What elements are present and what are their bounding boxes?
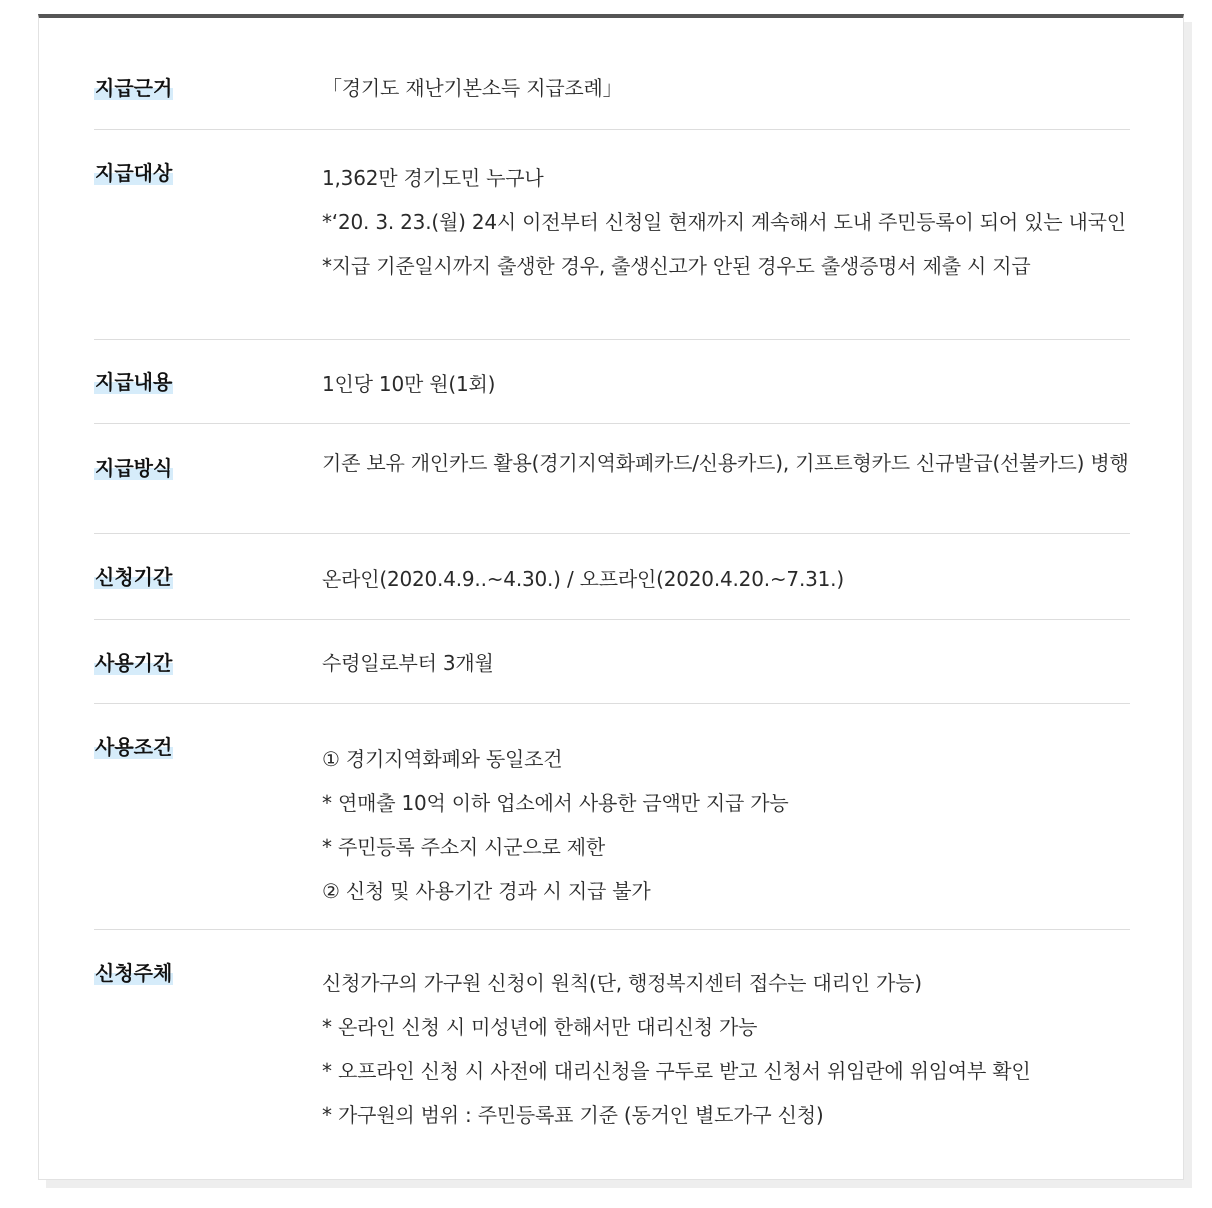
row-content: [322, 562, 1130, 596]
row-content: [322, 742, 1130, 908]
content-line: * 연매출 10억 이하 업소에서 사용한 금액만 지급 가능: [322, 791, 789, 815]
row-label: 사용조건: [95, 735, 173, 759]
content-line: * 주민등록 주소지 시군으로 제한: [322, 835, 605, 859]
info-card: [38, 14, 1184, 1180]
table-row-usage-period: [94, 620, 1130, 704]
row-content: [322, 446, 1130, 480]
content-line: 「경기도 재난기본소득 지급조례」: [322, 76, 623, 100]
content-line: 1,362만 경기도민 누구나: [322, 166, 544, 190]
table-row-payment-amount: [94, 340, 1130, 424]
table-row-applicant: [94, 930, 1130, 1170]
table-row-payment-target: [94, 130, 1130, 340]
info-table: [94, 18, 1130, 1170]
row-content: [322, 161, 1130, 283]
table-row-payment-basis: [94, 18, 1130, 130]
content-line: 신청가구의 가구원 신청이 원칙(단, 행정복지센터 접수는 대리인 가능): [322, 971, 922, 995]
row-label: 지급대상: [95, 161, 173, 185]
content-line: *지급 기준일시까지 출생한 경우, 출생신고가 안된 경우도 출생증명서 제출 시 지급: [322, 254, 1031, 278]
content-line: * 오프라인 신청 시 사전에 대리신청을 구두로 받고 신청서 위임란에 위임여부 확인: [322, 1059, 1031, 1083]
row-content: [322, 966, 1130, 1132]
row-label: 지급방식: [95, 456, 173, 480]
content-line: 기존 보유 개인카드 활용(경기지역화폐카드/신용카드), 기프트형카드 신규발급(선불카드) 병행: [322, 451, 1129, 475]
content-line: 온라인(2020.4.9..~4.30.) / 오프라인(2020.4.20.~7.31.): [322, 567, 844, 591]
row-label: 지급내용: [95, 370, 173, 394]
content-line: 1인당 10만 원(1회): [322, 372, 496, 396]
row-content: [322, 71, 1130, 105]
content-line: *‘20. 3. 23.(월) 24시 이전부터 신청일 현재까지 계속해서 도내 주민등록이 되어 있는 내국인: [322, 210, 1126, 234]
row-label: 사용기간: [95, 651, 173, 675]
table-row-usage-conditions: [94, 704, 1130, 930]
content-line: 수령일로부터 3개월: [322, 651, 494, 675]
table-row-application-period: [94, 534, 1130, 620]
row-content: [322, 646, 1130, 680]
content-line: ① 경기지역화폐와 동일조건: [322, 747, 563, 771]
table-row-payment-method: [94, 424, 1130, 534]
content-line: * 온라인 신청 시 미성년에 한해서만 대리신청 가능: [322, 1015, 758, 1039]
row-content: [322, 367, 1130, 401]
row-label: 신청주체: [95, 961, 173, 985]
row-label: 지급근거: [95, 76, 173, 100]
row-label: 신청기간: [95, 565, 173, 589]
content-line: * 가구원의 범위 : 주민등록표 기준 (동거인 별도가구 신청): [322, 1103, 824, 1127]
content-line: ② 신청 및 사용기간 경과 시 지급 불가: [322, 879, 651, 903]
